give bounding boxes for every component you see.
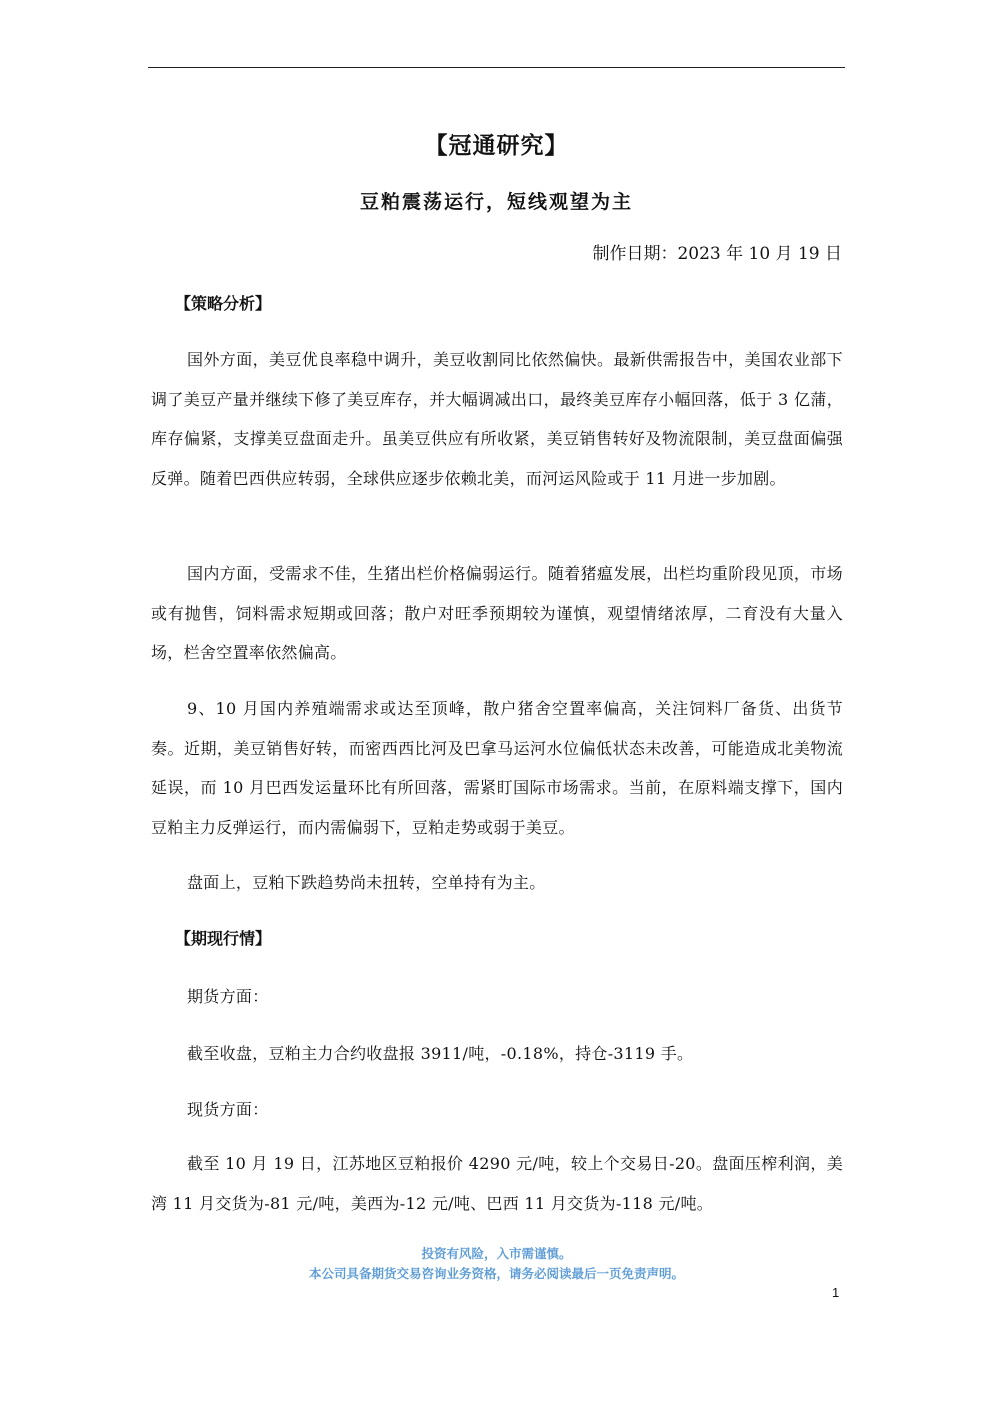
strategy-paragraph-domestic: 国内方面，受需求不佳，生猪出栏价格偏弱运行。随着猪瘟发展，出栏均重阶段见顶，市场或有抛售，饲料需求短期或回落；散户对旺季预期较为谨慎，观望情绪浓厚，二育没有大量入场，栏舍空置率依然偏高。	[151, 564, 843, 662]
futures-label: 期货方面：	[187, 987, 269, 1006]
org-title: 【冠通研究】	[424, 132, 569, 159]
spot-text: 截至 10 月 19 日，江苏地区豆粕报价 4290 元/吨，较上个交易日-20。盘面压榨利润，美湾 11 月交货为-81 元/吨，美西为-12 元/吨、巴西 11 月交货为-118 元/吨。	[151, 1154, 843, 1213]
disclaimer-notice: 本公司具备期货交易咨询业务资格，请务必阅读最后一页免责声明。	[308, 1266, 684, 1281]
strategy-conclusion: 盘面上，豆粕下跌趋势尚未扭转，空单持有为主。	[187, 873, 546, 892]
page-number: 1	[832, 1285, 840, 1300]
report-title: 豆粕震荡运行，短线观望为主	[359, 191, 633, 213]
strategy-paragraph-outlook: 9、10 月国内养殖端需求或达至顶峰，散户猪舍空置率偏高，关注饲料厂备货、出货节奏。近期，美豆销售好转，而密西西比河及巴拿马运河水位偏低状态未改善，可能造成北美物流延误，而 10 月巴西发运量环比有所回落，需紧盯国际市场需求。当前，在原料端支撑下，国内豆粕主力反弹运行，而内需偏弱下，豆粕走势或弱于美豆。	[151, 699, 843, 837]
market-heading: 【期现行情】	[175, 929, 272, 948]
strategy-heading: 【策略分析】	[175, 294, 272, 313]
header-rule	[148, 67, 845, 68]
futures-text: 截至收盘，豆粕主力合约收盘报 3911/吨，-0.18%，持仓-3119 手。	[187, 1044, 694, 1063]
risk-notice: 投资有风险，入市需谨慎。	[421, 1246, 572, 1261]
spot-label: 现货方面：	[187, 1100, 269, 1119]
strategy-paragraph-overseas: 国外方面，美豆优良率稳中调升，美豆收割同比依然偏快。最新供需报告中，美国农业部下调了美豆产量并继续下修了美豆库存，并大幅调减出口，最终美豆库存小幅回落，低于 3 亿蒲，库存偏紧，支撑美豆盘面走升。虽美豆供应有所收紧，美豆销售转好及物流限制，美豆盘面偏强反弹。随着巴西供应转弱，全球供应逐步依赖北美，而河运风险或于 11 月进一步加剧。	[151, 350, 843, 488]
report-date: 制作日期：2023 年 10 月 19 日	[592, 244, 842, 264]
